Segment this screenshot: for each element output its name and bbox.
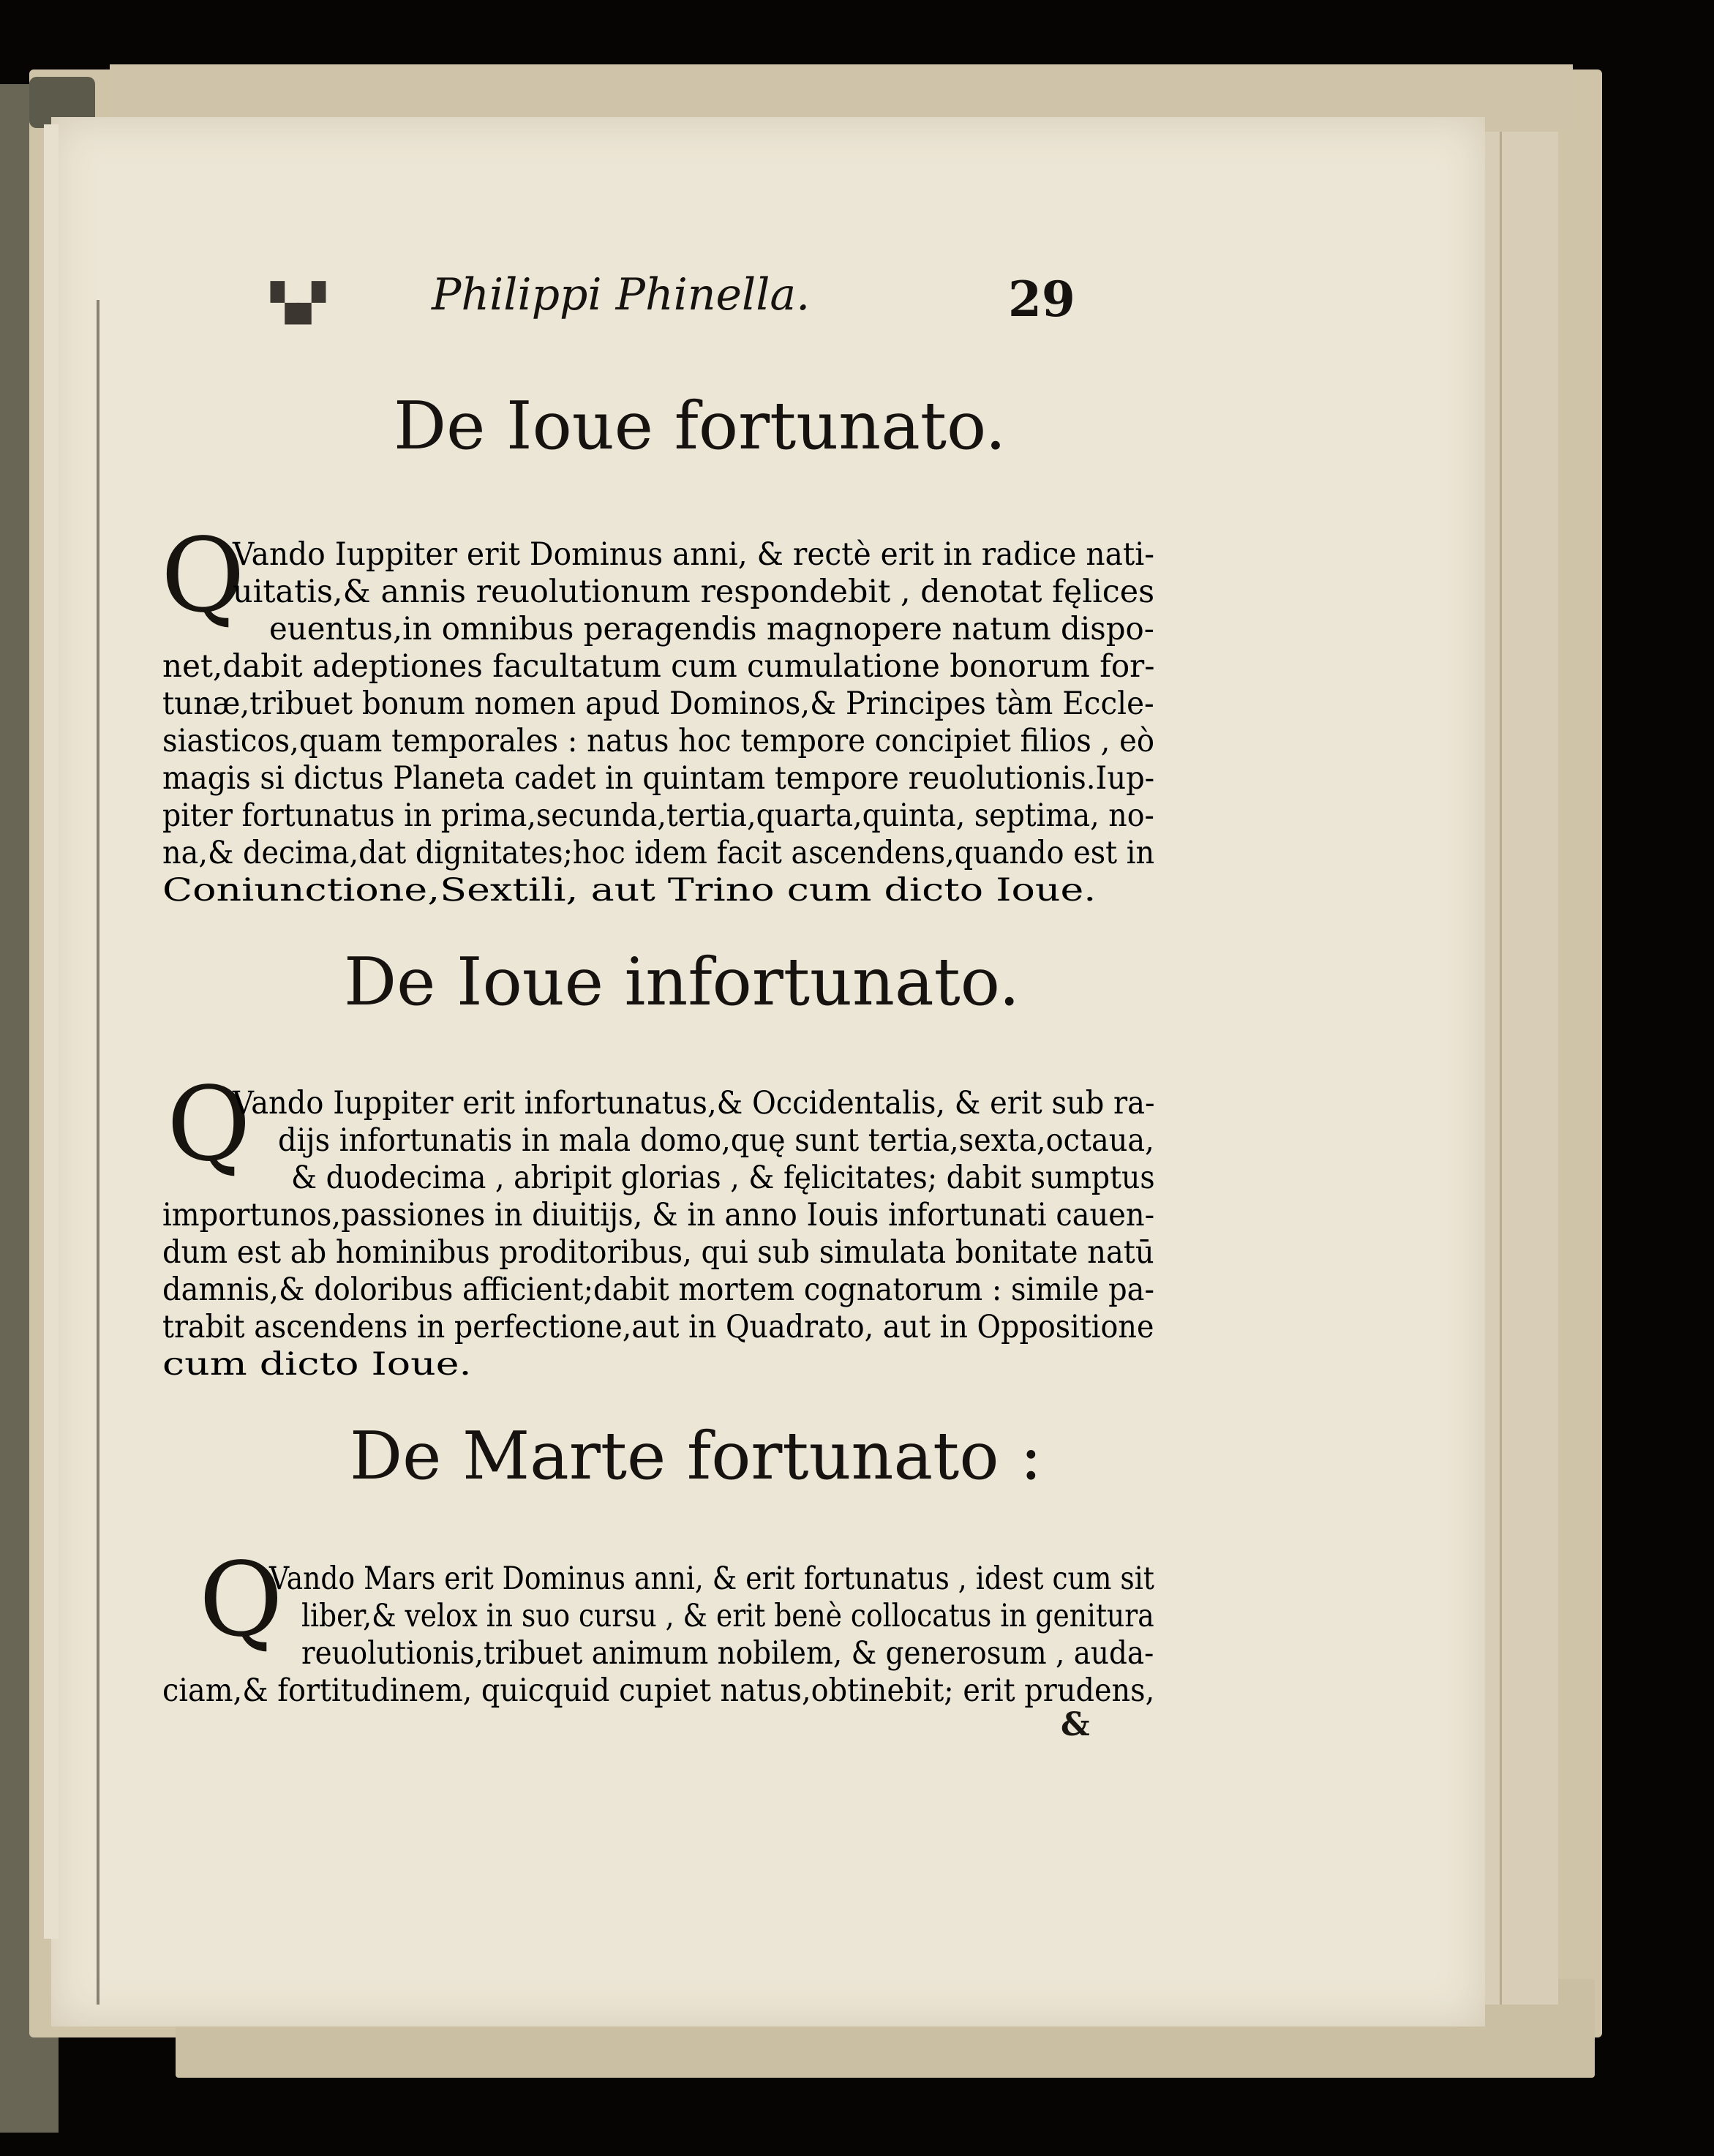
- text-line: siasticos,quam temporales : natus hoc tempore concipiet filios , eò: [162, 723, 1154, 759]
- text-line: na,& decima,dat dignitates;hoc idem facit ascendens,quando est in: [162, 835, 1155, 871]
- text-line: cum dicto Ioue.: [162, 1346, 472, 1383]
- text-line: Coniunctione,Sextili, aut Trino cum dicto Ioue.: [162, 872, 1097, 909]
- drop-cap: Q: [161, 517, 245, 636]
- catchword: &: [1061, 1706, 1090, 1743]
- text-line: liber,& velox in suo cursu , & erit benè collocatus in genitura: [301, 1598, 1154, 1634]
- section-heading: De Marte fortunato :: [350, 1418, 1042, 1495]
- text-line: dijs infortunatis in mala domo,quę sunt tertia,sexta,octaua,: [278, 1122, 1154, 1159]
- text-line: tunæ,tribuet bonum nomen apud Dominos,& Principes tàm Eccle-: [162, 686, 1154, 722]
- text-line: piter fortunatus in prima,secunda,tertia,quarta,quinta, septima, no-: [162, 797, 1154, 834]
- ornament-icon: ▚▞: [271, 282, 324, 324]
- text-line: Vando Mars erit Dominus anni, & erit fortunatus , idest cum sit: [269, 1560, 1154, 1597]
- section-heading: De Ioue infortunato.: [344, 944, 1020, 1021]
- drop-cap: Q: [199, 1541, 283, 1660]
- text-line: importunos,passiones in diuitijs, & in anno Iouis infortunati cauen-: [162, 1197, 1155, 1233]
- page-number: 29: [1008, 271, 1075, 328]
- text-line: net,dabit adeptiones facultatum cum cumulatione bonorum for-: [162, 648, 1155, 685]
- text-line: reuolutionis,tribuet animum nobilem, & generosum , auda-: [301, 1635, 1154, 1672]
- text-line: Vando Iuppiter erit Dominus anni, & rectè erit in radice nati-: [233, 536, 1155, 573]
- section-heading: De Ioue fortunato.: [394, 388, 1007, 465]
- facing-page-edge: [44, 124, 59, 1939]
- gutter-shadow: [97, 300, 99, 2005]
- text-line: magis si dictus Planeta cadet in quintam tempore reuolutionis.Iup-: [162, 760, 1155, 797]
- running-head: Philippi Phinella.: [432, 269, 811, 320]
- text-line: Vando Iuppiter erit infortunatus,& Occidentalis, & erit sub ra-: [233, 1085, 1155, 1122]
- text-line: trabit ascendens in perfectione,aut in Quadrato, aut in Oppositione: [162, 1309, 1154, 1345]
- text-line: ciam,& fortitudinem, quicquid cupiet natus,obtinebit; erit prudens,: [162, 1672, 1155, 1709]
- text-line: & duodecima , abripit glorias , & fęlicitates; dabit sumptus: [291, 1160, 1155, 1196]
- text-line: damnis,& doloribus afficient;dabit mortem cognatorum : simile pa-: [162, 1272, 1154, 1308]
- text-line: dum est ab hominibus proditoribus, qui sub simulata bonitate natū: [162, 1234, 1154, 1271]
- text-line: euentus,in omnibus peragendis magnopere natum dispo-: [269, 611, 1154, 647]
- text-line: uitatis,& annis reuolutionum respondebit , denotat fęlices: [233, 574, 1155, 610]
- drop-cap: Q: [167, 1065, 251, 1184]
